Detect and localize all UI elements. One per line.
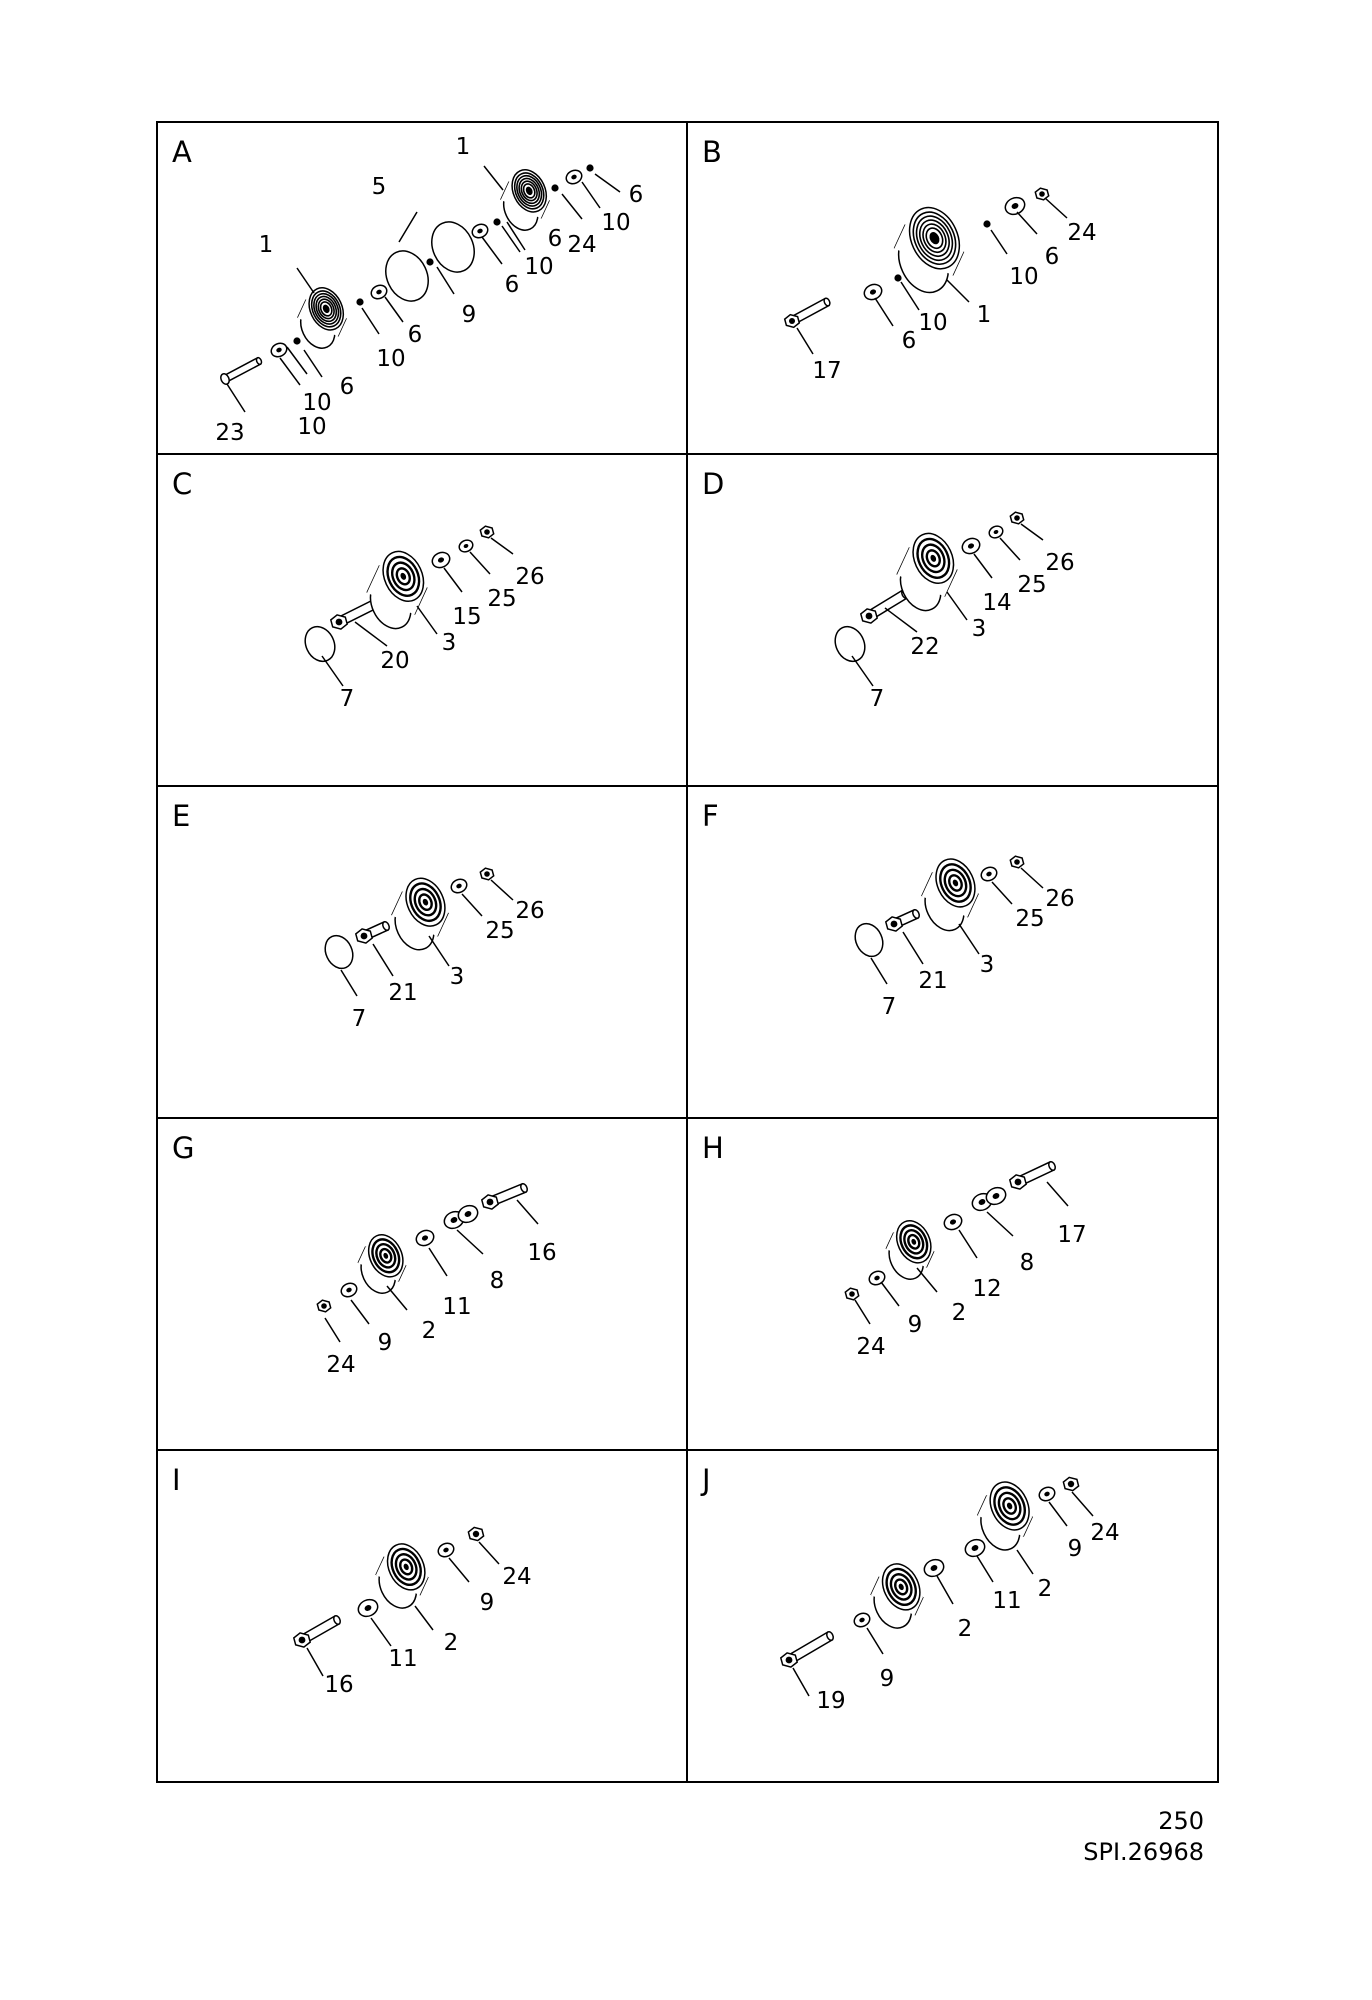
cap-part-7 <box>300 622 341 666</box>
page-number: 250 <box>1158 1807 1204 1835</box>
leader-line <box>351 1300 369 1324</box>
cap-part-7 <box>830 622 871 666</box>
bushing-part-11-b <box>963 1537 988 1560</box>
callout-i-11: 11 <box>388 1646 418 1672</box>
washer-part-6-a <box>269 341 289 359</box>
leader-line <box>227 384 245 412</box>
callout-f-25: 25 <box>1015 906 1045 932</box>
callout-e-21: 21 <box>388 980 418 1006</box>
callout-j-2: 2 <box>957 1616 973 1642</box>
callout-a-6: 6 <box>547 226 563 252</box>
leader-line <box>491 880 513 900</box>
callout-b-10: 10 <box>1009 264 1039 290</box>
callout-j-19: 19 <box>816 1688 846 1714</box>
callout-e-26: 26 <box>515 898 545 924</box>
washer-part-9 <box>436 1541 456 1559</box>
nut-part-26 <box>1010 856 1023 868</box>
nut-part-26 <box>480 526 493 538</box>
leader-line <box>444 568 462 592</box>
bolt-part-21 <box>356 921 391 943</box>
bolt-part-17 <box>785 297 831 327</box>
leader-line <box>595 174 620 192</box>
bolt-part-16-head <box>482 1195 498 1209</box>
callout-b-6: 6 <box>1044 244 1060 270</box>
leader-line <box>479 1542 499 1564</box>
leader-line <box>937 1576 953 1604</box>
callout-d-26: 26 <box>1045 550 1075 576</box>
bolt-part-22-head <box>861 609 877 623</box>
panel-letter-e: E <box>172 799 191 833</box>
callout-b-24: 24 <box>1067 220 1097 246</box>
callout-c-3: 3 <box>441 630 457 656</box>
callout-d-7: 7 <box>869 686 885 712</box>
pulley-part-2 <box>355 1229 410 1299</box>
leader-line <box>992 882 1012 904</box>
nut-part-24 <box>845 1288 858 1300</box>
leader-line <box>297 268 314 293</box>
nut-part-24 <box>586 164 593 171</box>
leader-line <box>974 554 992 578</box>
bushing-part-11 <box>356 1597 381 1620</box>
callout-f-7: 7 <box>881 994 897 1020</box>
spacer-part-10-b <box>983 220 990 227</box>
washer-part-9-b <box>1037 1485 1057 1503</box>
callout-a-6: 6 <box>628 182 644 208</box>
callout-e-3: 3 <box>449 964 465 990</box>
callout-g-16: 16 <box>527 1240 557 1266</box>
leader-line <box>852 656 873 686</box>
leader-line <box>987 1212 1013 1236</box>
spacer-part-10-d <box>551 184 558 191</box>
washer-part-6-a <box>862 282 884 303</box>
nut-part-24 <box>317 1300 330 1312</box>
bolt-part-20-head <box>331 615 347 629</box>
leader-line <box>1072 1492 1093 1516</box>
leader-line <box>977 1556 993 1582</box>
leader-line <box>875 298 893 326</box>
nut-part-24 <box>468 1527 483 1540</box>
leader-line <box>491 538 513 554</box>
callout-f-21: 21 <box>918 968 948 994</box>
leader-line <box>793 1668 809 1696</box>
callout-a-10: 10 <box>297 414 327 440</box>
panel-letter-j: J <box>702 1463 711 1497</box>
callout-j-9: 9 <box>879 1666 895 1692</box>
callout-b-17: 17 <box>812 358 842 384</box>
bolt-part-16 <box>294 1615 342 1647</box>
panel-a <box>172 134 643 446</box>
callout-g-11: 11 <box>442 1294 472 1320</box>
leader-line <box>307 1648 323 1676</box>
callout-d-22: 22 <box>910 634 940 660</box>
pulley-part-1-b <box>497 164 553 235</box>
bolt-part-17-head <box>785 315 800 328</box>
panel-letter-d: D <box>702 467 725 501</box>
leader-line <box>582 182 600 208</box>
leader-line <box>867 1628 883 1654</box>
panel-c <box>172 467 545 712</box>
roller-part-3 <box>893 527 962 617</box>
roller-part-3 <box>388 872 453 956</box>
callout-f-3: 3 <box>979 952 995 978</box>
bushing-part-15 <box>430 550 452 571</box>
callout-i-16: 16 <box>324 1672 354 1698</box>
callout-a-6: 6 <box>407 322 423 348</box>
cap-part-7 <box>850 919 888 961</box>
leader-line <box>387 1286 407 1310</box>
leader-line <box>355 622 387 646</box>
callout-e-7: 7 <box>351 1006 367 1032</box>
panel-letter-b: B <box>702 135 722 169</box>
callout-j-9: 9 <box>1067 1536 1083 1562</box>
callout-a-9: 9 <box>461 302 477 328</box>
leader-line <box>1021 868 1043 888</box>
leader-line <box>417 606 437 634</box>
leader-line <box>871 958 887 984</box>
leader-line <box>1017 1550 1033 1574</box>
callout-i-2: 2 <box>443 1630 459 1656</box>
washer-part-6-b <box>1003 195 1028 218</box>
nut-part-26 <box>480 868 493 880</box>
leader-line <box>903 932 923 964</box>
callout-i-9: 9 <box>479 1590 495 1616</box>
callout-b-10: 10 <box>918 310 948 336</box>
callout-c-7: 7 <box>339 686 355 712</box>
leader-line <box>797 328 813 354</box>
washer-part-25 <box>979 865 999 883</box>
callout-a-6: 6 <box>504 272 520 298</box>
bolt-part-22 <box>861 589 910 623</box>
drawing-code: SPI.26968 <box>1083 1838 1204 1866</box>
bushing-part-14 <box>960 536 982 557</box>
leader-line <box>373 944 393 976</box>
callout-a-24: 24 <box>567 232 597 258</box>
washer-part-6-d <box>564 168 584 186</box>
panel-d <box>702 467 1075 712</box>
pulley-part-1 <box>889 199 969 300</box>
panel-letter-c: C <box>172 467 193 501</box>
bolt-part-21-head <box>886 917 902 931</box>
callout-h-2: 2 <box>951 1300 967 1326</box>
bushing-part-11-a <box>922 1557 947 1580</box>
callout-h-24: 24 <box>856 1334 886 1360</box>
bolt-part-17-head <box>1010 1175 1026 1189</box>
spacer-part-10-b <box>356 298 363 305</box>
callout-g-2: 2 <box>421 1318 437 1344</box>
leader-line <box>947 280 969 302</box>
leader-line <box>562 194 582 219</box>
callout-j-24: 24 <box>1090 1520 1120 1546</box>
spacer-part-9 <box>426 258 433 265</box>
bushing-part-12 <box>942 1212 964 1233</box>
leader-line <box>1045 198 1067 218</box>
leader-line <box>959 924 979 954</box>
pulley-part-2-a <box>867 1558 927 1634</box>
leader-line <box>1021 524 1043 540</box>
callout-g-8: 8 <box>489 1268 505 1294</box>
bolt-part-16-head <box>294 1633 310 1647</box>
leader-line <box>1017 212 1037 234</box>
panel-b <box>702 135 1097 384</box>
callout-c-15: 15 <box>452 604 482 630</box>
bushing-part-11 <box>414 1228 436 1249</box>
panel-letter-g: G <box>172 1131 195 1165</box>
bolt-part-19 <box>781 1631 835 1667</box>
panel-j <box>700 1463 1120 1714</box>
spacer-part-10-a <box>293 337 300 344</box>
leader-line <box>470 552 490 574</box>
leader-line <box>280 358 300 385</box>
callout-c-20: 20 <box>380 648 410 674</box>
leader-line <box>399 212 417 242</box>
callout-c-25: 25 <box>487 586 517 612</box>
leader-line <box>362 308 379 334</box>
callout-a-1: 1 <box>455 134 471 160</box>
leader-line <box>325 1318 340 1342</box>
panel-g <box>172 1131 557 1378</box>
bolt-part-21-head <box>356 929 372 943</box>
callout-c-26: 26 <box>515 564 545 590</box>
callout-d-25: 25 <box>1017 572 1047 598</box>
roller-part-3 <box>363 545 432 635</box>
panel-e <box>172 799 545 1032</box>
leader-line <box>1000 538 1020 560</box>
panel-letter-a: A <box>172 135 192 169</box>
callout-h-8: 8 <box>1019 1250 1035 1276</box>
washer-part-9 <box>339 1281 359 1299</box>
leader-line <box>371 1618 391 1646</box>
roller-part-3 <box>918 853 983 937</box>
callout-a-10: 10 <box>601 210 631 236</box>
callout-d-14: 14 <box>982 590 1012 616</box>
callout-a-10: 10 <box>524 254 554 280</box>
leader-line <box>881 1282 899 1306</box>
leader-line <box>415 1606 433 1630</box>
callout-h-12: 12 <box>972 1276 1002 1302</box>
leader-line <box>429 936 449 966</box>
callout-e-25: 25 <box>485 918 515 944</box>
leader-line <box>322 656 343 686</box>
callout-g-24: 24 <box>326 1352 356 1378</box>
washer-part-9-a <box>852 1611 872 1629</box>
callout-j-2: 2 <box>1037 1576 1053 1602</box>
leader-line <box>517 1200 538 1224</box>
leader-line <box>457 1230 483 1254</box>
washer-part-25 <box>449 877 469 895</box>
washer-part-6-c <box>470 222 490 240</box>
callout-i-24: 24 <box>502 1564 532 1590</box>
callout-a-1: 1 <box>258 232 274 258</box>
leader-line <box>991 230 1007 254</box>
washer-part-25 <box>457 538 474 554</box>
callout-a-10: 10 <box>302 390 332 416</box>
callout-f-26: 26 <box>1045 886 1075 912</box>
callout-h-9: 9 <box>907 1312 923 1338</box>
panel-h <box>702 1131 1087 1360</box>
callout-g-9: 9 <box>377 1330 393 1356</box>
nut-part-24 <box>1035 188 1048 200</box>
panel-letter-h: H <box>702 1131 724 1165</box>
callout-a-10: 10 <box>376 346 406 372</box>
callout-j-11: 11 <box>992 1588 1022 1614</box>
leader-line <box>449 1558 469 1582</box>
leader-line <box>462 894 482 916</box>
leader-line <box>484 166 503 190</box>
leader-line <box>341 970 357 996</box>
pulley-part-1-a <box>294 282 350 353</box>
panel-grid-frame <box>157 122 1218 1782</box>
plate-part-5-b <box>424 215 482 279</box>
leader-line <box>917 1268 937 1292</box>
callout-a-6: 6 <box>339 374 355 400</box>
leader-line <box>429 1248 447 1276</box>
callout-a-5: 5 <box>371 174 387 200</box>
pulley-part-2 <box>372 1538 432 1614</box>
panel-letter-i: I <box>172 1463 181 1497</box>
leader-line <box>482 237 502 264</box>
cap-part-7 <box>320 931 358 973</box>
washer-part-9 <box>867 1269 887 1287</box>
panel-i <box>172 1463 532 1698</box>
leader-line <box>1049 1502 1067 1526</box>
washer-part-25 <box>987 524 1004 540</box>
callout-b-1: 1 <box>976 302 992 328</box>
spacer-part-10-a <box>894 274 901 281</box>
spacer-part-10-c <box>493 218 500 225</box>
nut-part-26 <box>1010 512 1023 524</box>
leader-line <box>855 1300 870 1324</box>
leader-line <box>1047 1182 1068 1206</box>
leader-line <box>885 608 917 632</box>
panel-letter-f: F <box>702 799 719 833</box>
leader-line <box>959 1230 977 1258</box>
callout-h-17: 17 <box>1057 1222 1087 1248</box>
pulley-part-2 <box>883 1215 938 1285</box>
callout-d-3: 3 <box>971 616 987 642</box>
leader-line <box>385 297 403 322</box>
bolt-part-19-head <box>781 1653 797 1667</box>
bolt-part-23 <box>219 357 262 386</box>
nut-part-24 <box>1063 1477 1078 1490</box>
callout-a-23: 23 <box>215 420 245 446</box>
panel-f <box>702 799 1075 1020</box>
callout-b-6: 6 <box>901 328 917 354</box>
leader-line <box>947 592 967 620</box>
bolt-part-21 <box>886 909 921 931</box>
